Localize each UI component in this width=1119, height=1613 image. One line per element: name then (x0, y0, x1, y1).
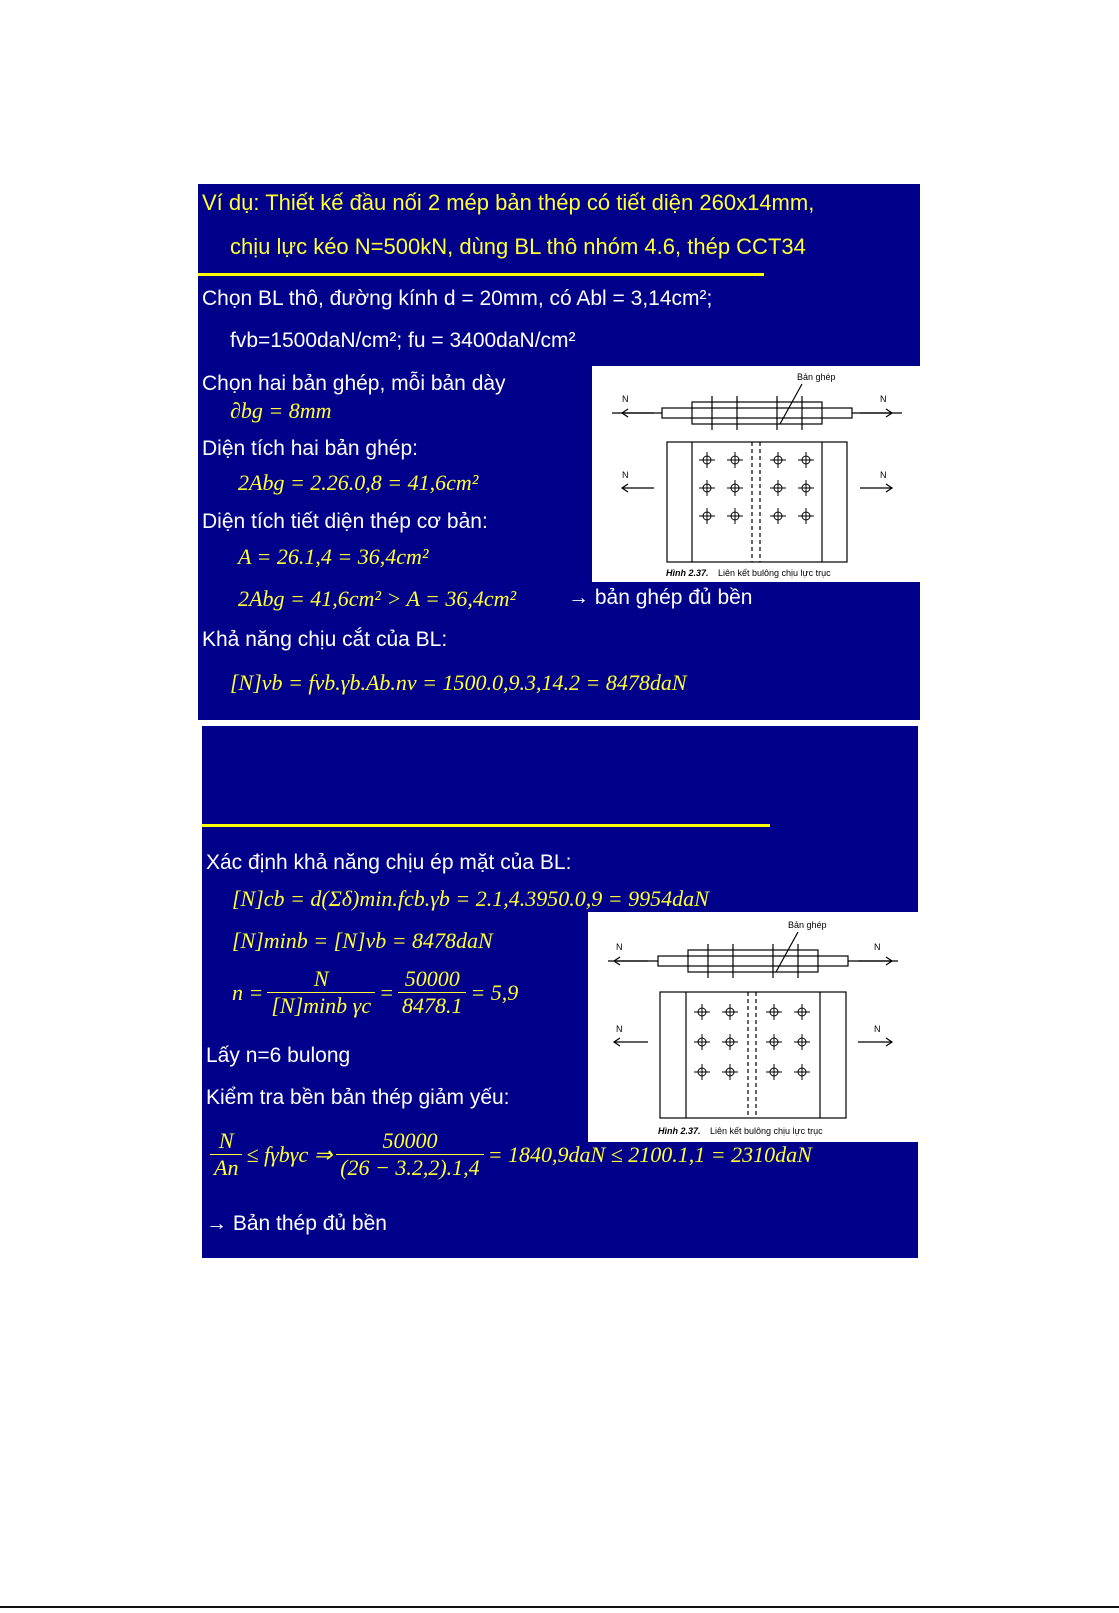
n-num2: 50000 (404, 966, 460, 991)
slide1-title-line2: chịu lực kéo N=500kN, dùng BL thô nhóm 4.6, thép CCT34 (230, 234, 806, 259)
check-den2: (26 − 3.2,2).1,4 (336, 1154, 484, 1181)
figure-number: Hình 2.37. (658, 1126, 701, 1136)
bearing-label: Xác định khả năng chịu ép mặt của BL: (206, 851, 572, 874)
check-label: Kiểm tra bền bản thép giảm yếu: (206, 1086, 510, 1109)
figure-caption: Liên kết bulông chịu lực trục (710, 1126, 823, 1136)
n-num1: N (313, 966, 329, 991)
shear-label: Khả năng chịu cắt của BL: (202, 628, 448, 651)
bolt-diagram (592, 366, 920, 582)
plates-area-eq: 2Abg = 2.26.0,8 = 41,6cm² (238, 470, 479, 495)
plate-label: Bản ghép (797, 372, 836, 382)
force-label: N (622, 394, 629, 404)
page-bottom-rule (0, 1606, 1119, 1608)
n-fraction-1 (267, 966, 375, 1019)
force-label: N (874, 1024, 881, 1034)
slide1-title-line1: Ví dụ: Thiết kế đầu nối 2 mép bản thép có tiết diện 260x14mm, (202, 190, 815, 215)
compare-eq: 2Abg = 41,6cm² > A = 36,4cm² (238, 586, 517, 611)
force-label: N (616, 1024, 623, 1034)
slide-1 (198, 184, 920, 720)
check-num2: 50000 (382, 1128, 438, 1153)
shear-eq: [N]vb = fvb.γb.Ab.nv = 1500.0,9.3,14.2 = 8478daN (230, 670, 687, 695)
figure-caption: Liên kết bulông chịu lực trục (718, 568, 831, 578)
figure-number: Hình 2.37. (666, 568, 709, 578)
n-den2: 8478.1 (398, 992, 467, 1019)
strengths-text: fvb=1500daN/cm²; fu = 3400daN/cm² (230, 329, 576, 352)
title-underline (202, 824, 770, 827)
force-label: N (880, 470, 887, 480)
check-num1: N (218, 1128, 234, 1153)
choose-plates-text: Chọn hai bản ghép, mỗi bản dày (202, 372, 506, 395)
min-eq: [N]minb = [N]vb = 8478daN (232, 928, 493, 953)
compare-result: → bản ghép đủ bền (568, 586, 753, 609)
bolt-diagram (588, 912, 918, 1142)
n-lhs: n = (232, 979, 264, 1005)
choose-bolt-text: Chọn BL thô, đường kính d = 20mm, có Abl = 3,14cm²; (202, 287, 713, 310)
force-label: N (622, 470, 629, 480)
n-fraction-2 (398, 966, 467, 1019)
take-n-text: Lấy n=6 bulong (206, 1044, 351, 1067)
final-result: → Bản thép đủ bền (206, 1212, 387, 1235)
bolt-connection-figure (588, 912, 918, 1142)
check-den1: An (210, 1154, 242, 1181)
check-fraction-2 (336, 1128, 484, 1181)
base-area-label: Diện tích tiết diện thép cơ bản: (202, 510, 488, 533)
check-fraction-1 (210, 1128, 242, 1181)
slide-2 (202, 726, 918, 1258)
bearing-eq: [N]cb = d(Σδ)min.fcb.γb = 2.1,4.3950.0,9 = 9954daN (232, 886, 709, 911)
base-area-eq: A = 26.1,4 = 36,4cm² (238, 544, 429, 569)
n-den1: [N]minb γc (267, 992, 375, 1019)
plate-label: Bản ghép (788, 920, 827, 930)
n-result: = 5,9 (470, 979, 519, 1005)
plates-area-label: Diện tích hai bản ghép: (202, 437, 418, 460)
bolt-count-eq: n = $\frac{N}{\text{[N]minb γc}}$ = $\frac{50000}{8478.1}$ = 5,9 (232, 966, 519, 1018)
plate-thickness-eq: ∂bg = 8mm (230, 398, 332, 423)
force-label: N (616, 942, 623, 952)
force-label: N (880, 394, 887, 404)
check-result: = 1840,9daN ≤ 2100.1,1 = 2310daN (487, 1141, 812, 1167)
bolt-connection-figure (592, 366, 920, 582)
title-underline (198, 273, 764, 276)
check-mid: ≤ fγbγc ⇒ (246, 1141, 333, 1167)
force-label: N (874, 942, 881, 952)
